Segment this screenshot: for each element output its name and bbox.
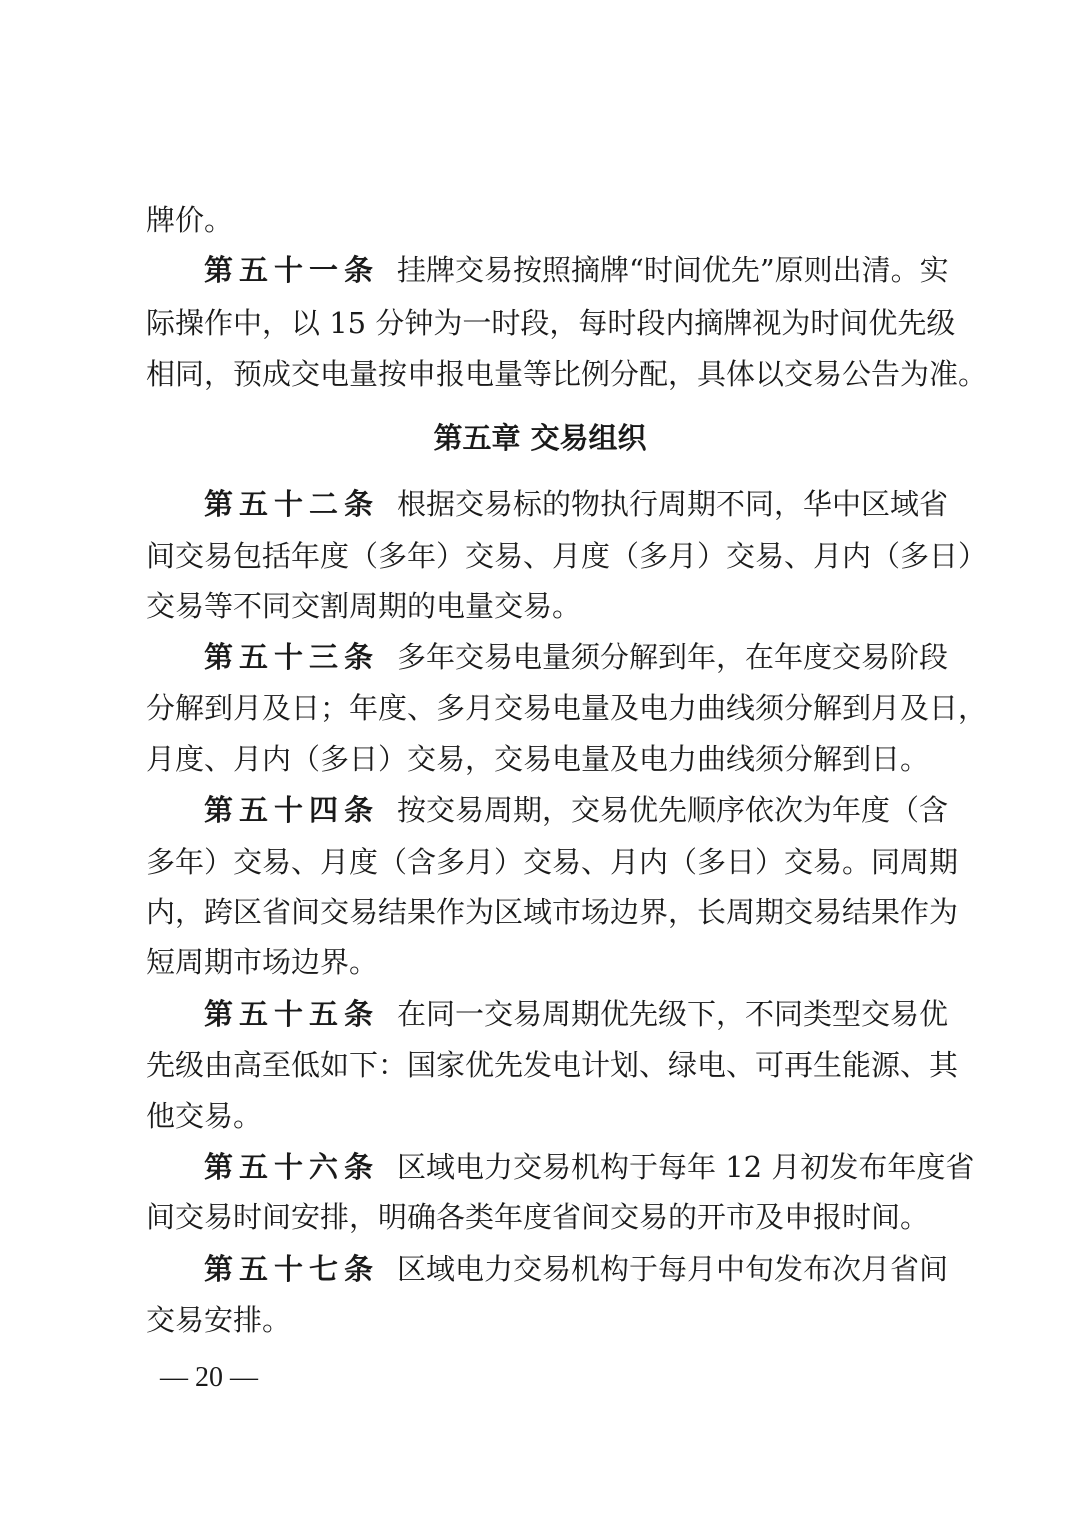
article-56-number: 第五十六条 <box>204 1150 380 1184</box>
article-54-number: 第五十四条 <box>204 793 380 827</box>
article-56-line-2: 间交易时间安排，明确各类年度省间交易的开市及申报时间。 <box>146 1200 930 1234</box>
article-53-line-3: 月度、月内（多日）交易，交易电量及电力曲线须分解到日。 <box>146 742 930 776</box>
article-55-line-3: 他交易。 <box>146 1099 263 1133</box>
article-54-line-2: 多年）交易、月度（含多月）交易、月内（多日）交易。同周期 <box>146 845 959 879</box>
article-57-line-2: 交易安排。 <box>146 1303 292 1337</box>
article-51-line-1: 第五十一条 挂牌交易按照摘牌“时间优先”原则出清。实 <box>204 253 949 287</box>
article-52-line-2: 间交易包括年度（多年）交易、月度（多月）交易、月内（多日） <box>146 539 988 573</box>
article-54-line-4: 短周期市场边界。 <box>146 945 379 979</box>
article-51-line-3: 相同，预成交电量按申报电量等比例分配，具体以交易公告为准。 <box>146 357 988 391</box>
article-53-line-1: 第五十三条 多年交易电量须分解到年，在年度交易阶段 <box>204 640 949 674</box>
chapter-title: 第五章 交易组织 <box>433 421 647 455</box>
article-52-number: 第五十二条 <box>204 487 380 521</box>
paragraph-fragment: 牌价。 <box>146 203 234 237</box>
article-55-line-2: 先级由高至低如下：国家优先发电计划、绿电、可再生能源、其 <box>146 1048 959 1082</box>
page-number: — 20 — <box>160 1362 258 1393</box>
article-53-number: 第五十三条 <box>204 640 380 674</box>
article-52-line-1: 第五十二条 根据交易标的物执行周期不同，华中区域省 <box>204 487 949 521</box>
article-57-line-1: 第五十七条 区域电力交易机构于每月中旬发布次月省间 <box>204 1252 949 1286</box>
article-52-line-3: 交易等不同交割周期的电量交易。 <box>146 589 582 623</box>
article-55-number: 第五十五条 <box>204 997 380 1031</box>
article-54-line-1: 第五十四条 按交易周期，交易优先顺序依次为年度（含 <box>204 793 949 827</box>
article-56-line-1: 第五十六条 区域电力交易机构于每年 12 月初发布年度省 <box>204 1150 975 1184</box>
article-53-line-2: 分解到月及日；年度、多月交易电量及电力曲线须分解到月及日， <box>146 691 988 725</box>
article-51-number: 第五十一条 <box>204 253 380 287</box>
article-54-line-3: 内，跨区省间交易结果作为区域市场边界，长周期交易结果作为 <box>146 895 959 929</box>
article-55-line-1: 第五十五条 在同一交易周期优先级下，不同类型交易优 <box>204 997 949 1031</box>
article-51-line-2: 际操作中，以 15 分钟为一时段，每时段内摘牌视为时间优先级 <box>146 306 956 340</box>
article-57-number: 第五十七条 <box>204 1252 380 1286</box>
